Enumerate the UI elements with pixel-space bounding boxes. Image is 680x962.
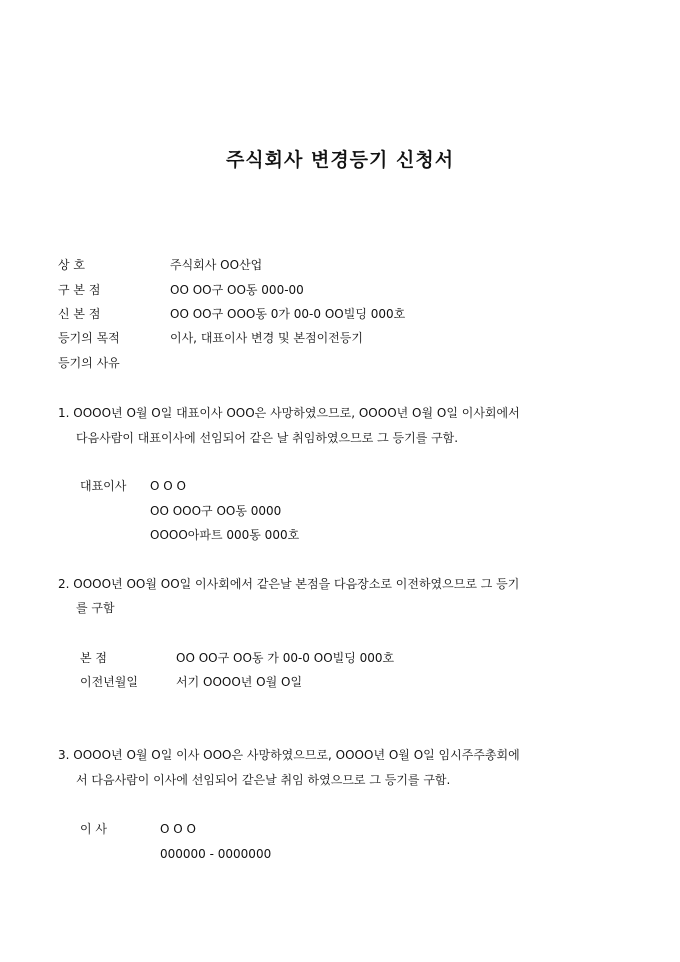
- field-label-old-head-office: 구 본 점: [58, 283, 101, 297]
- field-value-company-name: 주식회사 OO산업: [170, 258, 263, 272]
- section1-address-line1: OO OOO구 OO동 0000: [150, 504, 282, 518]
- section2-transfer-date-value: 서기 OOOO년 O월 O일: [176, 675, 303, 689]
- section3-line1: 3. OOOO년 O월 O일 이사 OOO은 사망하였으므로, OOOO년 O월 O일 임시주주총회에: [58, 748, 520, 762]
- field-label-registration-purpose: 등기의 목적: [58, 331, 120, 345]
- section1-line1: 1. OOOO년 O월 O일 대표이사 OOO은 사망하였으므로, OOOO년 O월 O일 이사회에서: [58, 406, 520, 420]
- field-value-old-head-office: OO OO구 OO동 000-00: [170, 283, 304, 297]
- section1-role-label: 대표이사: [80, 479, 127, 493]
- field-label-new-head-office: 신 본 점: [58, 307, 101, 321]
- section2-line1: 2. OOOO년 OO월 OO일 이사회에서 같은날 본점을 다음장소로 이전하였으므로 그 등기: [58, 577, 520, 591]
- section3-role-name: O O O: [160, 822, 196, 836]
- field-label-registration-reason: 등기의 사유: [58, 356, 120, 370]
- field-value-new-head-office: OO OO구 OOO동 0가 00-0 OO빌딩 000호: [170, 307, 406, 321]
- field-label-company-name: 상 호: [58, 258, 85, 272]
- section3-role-label: 이 사: [80, 822, 107, 836]
- section2-head-office-value: OO OO구 OO동 가 00-0 OO빌딩 000호: [176, 651, 395, 665]
- section2-line2: 를 구함: [76, 601, 115, 615]
- section2-transfer-date-label: 이전년월일: [80, 675, 138, 689]
- document-title: 주식회사 변경등기 신청서: [225, 149, 455, 171]
- section1-line2: 다음사람이 대표이사에 선임되어 같은 날 취임하였으므로 그 등기를 구함.: [76, 431, 459, 445]
- section1-role-name: O O O: [150, 479, 186, 493]
- field-value-registration-purpose: 이사, 대표이사 변경 및 본점이전등기: [170, 331, 363, 345]
- section3-line2: 서 다음사람이 이사에 선임되어 같은날 취임 하였으므로 그 등기를 구함.: [76, 773, 451, 787]
- section3-id-number: 000000 - 0000000: [160, 847, 272, 861]
- section2-head-office-label: 본 점: [80, 651, 107, 665]
- section1-address-line2: OOOO아파트 000동 000호: [150, 528, 300, 542]
